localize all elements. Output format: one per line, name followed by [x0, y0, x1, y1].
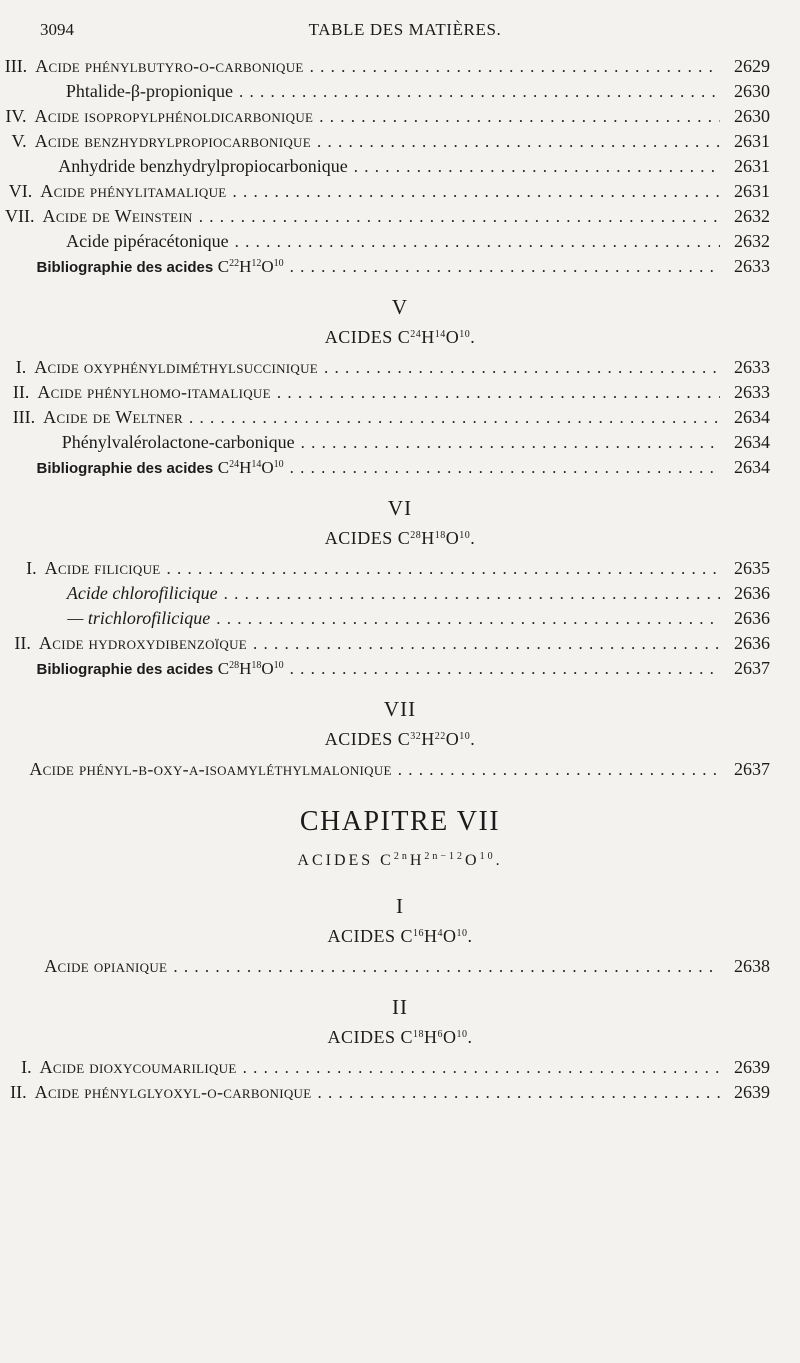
page-ref: 2638 [734, 956, 770, 976]
page-header [40, 20, 770, 48]
bibliography-entry[interactable] [0, 256, 800, 281]
entry-label: Acide phényl-β-oxy-α-isoamyléthylmalonique [29, 759, 392, 779]
entry-number: V. [11, 131, 27, 151]
toc-content [0, 56, 800, 1107]
page-ref: 2634 [734, 457, 770, 477]
bibliography-label: Bibliographie des acides [36, 259, 214, 276]
chapter-subtitle: ACIDES $C^{2n}H^{2n-12}O^{10}$. [297, 851, 503, 869]
bibliography-entry[interactable] [0, 658, 800, 683]
toc-entry[interactable] [0, 558, 800, 583]
page-ref: 2636 [734, 608, 770, 628]
dot-leader [319, 107, 720, 127]
page-number: 3094 [40, 20, 74, 39]
dot-leader [317, 1083, 720, 1103]
dot-leader [310, 57, 720, 77]
toc-block [0, 558, 800, 658]
entry-label: Acide isopropylphénoldicarbonique [34, 106, 314, 126]
formula: $C^{24}H^{14}O^{10}$ [217, 458, 284, 477]
page-ref: 2632 [734, 231, 770, 251]
toc-entry[interactable] [0, 759, 800, 784]
toc-block [0, 357, 800, 457]
entry-label: Acide benzhydrylpropiocarbonique [34, 131, 311, 151]
toc-entry[interactable] [0, 407, 800, 432]
bibliography-entry[interactable] [0, 457, 800, 482]
toc-entry[interactable] [0, 633, 800, 658]
formula: $C^{28}H^{18}O^{10}$ [217, 659, 284, 678]
page-ref: 2633 [734, 357, 770, 377]
dot-leader [290, 659, 720, 679]
section-title: ACIDES $C^{18}H^6O^{10}$. [327, 1027, 473, 1047]
page-ref: 2637 [734, 658, 770, 678]
dot-leader [290, 458, 720, 478]
entry-label: Acide chlorofilicique [66, 583, 218, 603]
dot-leader [216, 609, 720, 629]
page-ref: 2639 [734, 1082, 770, 1102]
page-ref: 2634 [734, 432, 770, 452]
page-ref: 2636 [734, 633, 770, 653]
entry-label: Anhydride benzhydrylpropiocarbonique [58, 156, 348, 176]
entry-number: VI. [8, 181, 33, 201]
toc-entry[interactable] [0, 956, 800, 981]
dot-leader [173, 957, 720, 977]
toc-block [0, 56, 800, 256]
entry-number: II. [10, 1082, 27, 1102]
toc-entry[interactable] [0, 1057, 800, 1082]
entry-label: Acide pipéracétonique [66, 231, 229, 251]
entry-number: I. [15, 357, 27, 377]
section-title: ACIDES $C^{32}H^{22}O^{10}$. [324, 729, 476, 749]
entry-label: Acide phénylbutyro-o-carbonique [35, 56, 304, 76]
section-number: VII [383, 697, 417, 721]
bibliography-label: Bibliographie des acides [36, 460, 214, 477]
page-ref: 2634 [734, 407, 770, 427]
page-ref: 2631 [734, 131, 770, 151]
dot-leader [243, 1058, 720, 1078]
toc-entry[interactable] [0, 382, 800, 407]
entry-number: III. [12, 407, 36, 427]
page-ref: 2636 [734, 583, 770, 603]
entry-number: I. [21, 1057, 32, 1077]
toc-entry[interactable] [0, 156, 800, 181]
entry-number: II. [14, 633, 31, 653]
dot-leader [233, 182, 720, 202]
entry-label: Acide opianique [44, 956, 168, 976]
entry-label: Acide oxyphényldiméthylsuccinique [34, 357, 319, 377]
entry-number: II. [12, 382, 30, 402]
toc-entry[interactable] [0, 131, 800, 156]
section-number: VI [387, 496, 413, 520]
formula: $C^{22}H^{12}O^{10}$ [217, 257, 284, 276]
toc-block [0, 759, 800, 784]
dot-leader [398, 760, 720, 780]
section-title: ACIDES $C^{16}H^4O^{10}$. [327, 926, 473, 946]
entry-label: Acide filicique [44, 558, 161, 578]
entry-label: Acide phénylhomo-itamalique [37, 382, 271, 402]
page-ref: 2635 [734, 558, 770, 578]
page-ref: 2637 [734, 759, 770, 779]
dot-leader [167, 559, 720, 579]
page-ref: 2633 [734, 382, 770, 402]
toc-entry[interactable] [0, 357, 800, 382]
dot-leader [235, 232, 720, 252]
entry-label: Acide de Weinstein [42, 206, 193, 226]
dot-leader [239, 82, 720, 102]
entry-label: Acide dioxycoumarilique [39, 1057, 237, 1077]
toc-entry[interactable] [0, 608, 800, 633]
toc-entry[interactable] [0, 432, 800, 457]
page-ref: 2630 [734, 81, 770, 101]
dot-leader [277, 383, 720, 403]
entry-label: — trichlorofilicique [67, 608, 211, 628]
entry-label: Acide de Weltner [43, 407, 183, 427]
dot-leader [199, 207, 720, 227]
page-ref: 2633 [734, 256, 770, 276]
entry-label: Acide phénylitamalique [40, 181, 227, 201]
section-number: II [392, 995, 408, 1019]
section-number: V [391, 295, 409, 319]
entry-label: Acide hydroxydibenzoïque [38, 633, 248, 653]
section-title: ACIDES $C^{28}H^{18}O^{10}$. [324, 528, 476, 548]
page-ref: 2639 [734, 1057, 770, 1077]
toc-entry[interactable] [0, 583, 800, 608]
chapter-title: CHAPITRE VII [299, 806, 501, 837]
page-ref: 2630 [734, 106, 770, 126]
toc-entry[interactable] [0, 1082, 800, 1107]
section-title: ACIDES $C^{24}H^{14}O^{10}$. [324, 327, 476, 347]
dot-leader [253, 634, 720, 654]
toc-block [0, 956, 800, 981]
page-ref: 2631 [734, 156, 770, 176]
entry-number: I. [26, 558, 37, 578]
section-number: I [396, 894, 404, 918]
page-ref: 2631 [734, 181, 770, 201]
dot-leader [324, 358, 720, 378]
entry-label: Phtalide-β-propionique [65, 81, 233, 101]
running-title: TABLE DES MATIÈRES. [308, 20, 502, 39]
toc-entry[interactable] [0, 181, 800, 206]
entry-label: Acide phénylglyoxyl-o-carbonique [34, 1082, 312, 1102]
dot-leader [290, 257, 720, 277]
toc-entry[interactable] [0, 206, 800, 231]
toc-entry[interactable] [0, 81, 800, 106]
entry-label: Phénylvalérolactone-carbonique [61, 432, 295, 452]
toc-entry[interactable] [0, 106, 800, 131]
page-ref: 2629 [734, 56, 770, 76]
toc-entry[interactable] [0, 231, 800, 256]
dot-leader [317, 132, 720, 152]
dot-leader [189, 408, 720, 428]
dot-leader [224, 584, 720, 604]
toc-entry[interactable] [0, 56, 800, 81]
entry-number: III. [4, 56, 28, 76]
toc-block [0, 1057, 800, 1107]
page-ref: 2632 [734, 206, 770, 226]
entry-number: IV. [5, 106, 27, 126]
dot-leader [301, 433, 720, 453]
entry-number: VII. [5, 206, 35, 226]
bibliography-label: Bibliographie des acides [36, 661, 214, 678]
dot-leader [354, 157, 720, 177]
